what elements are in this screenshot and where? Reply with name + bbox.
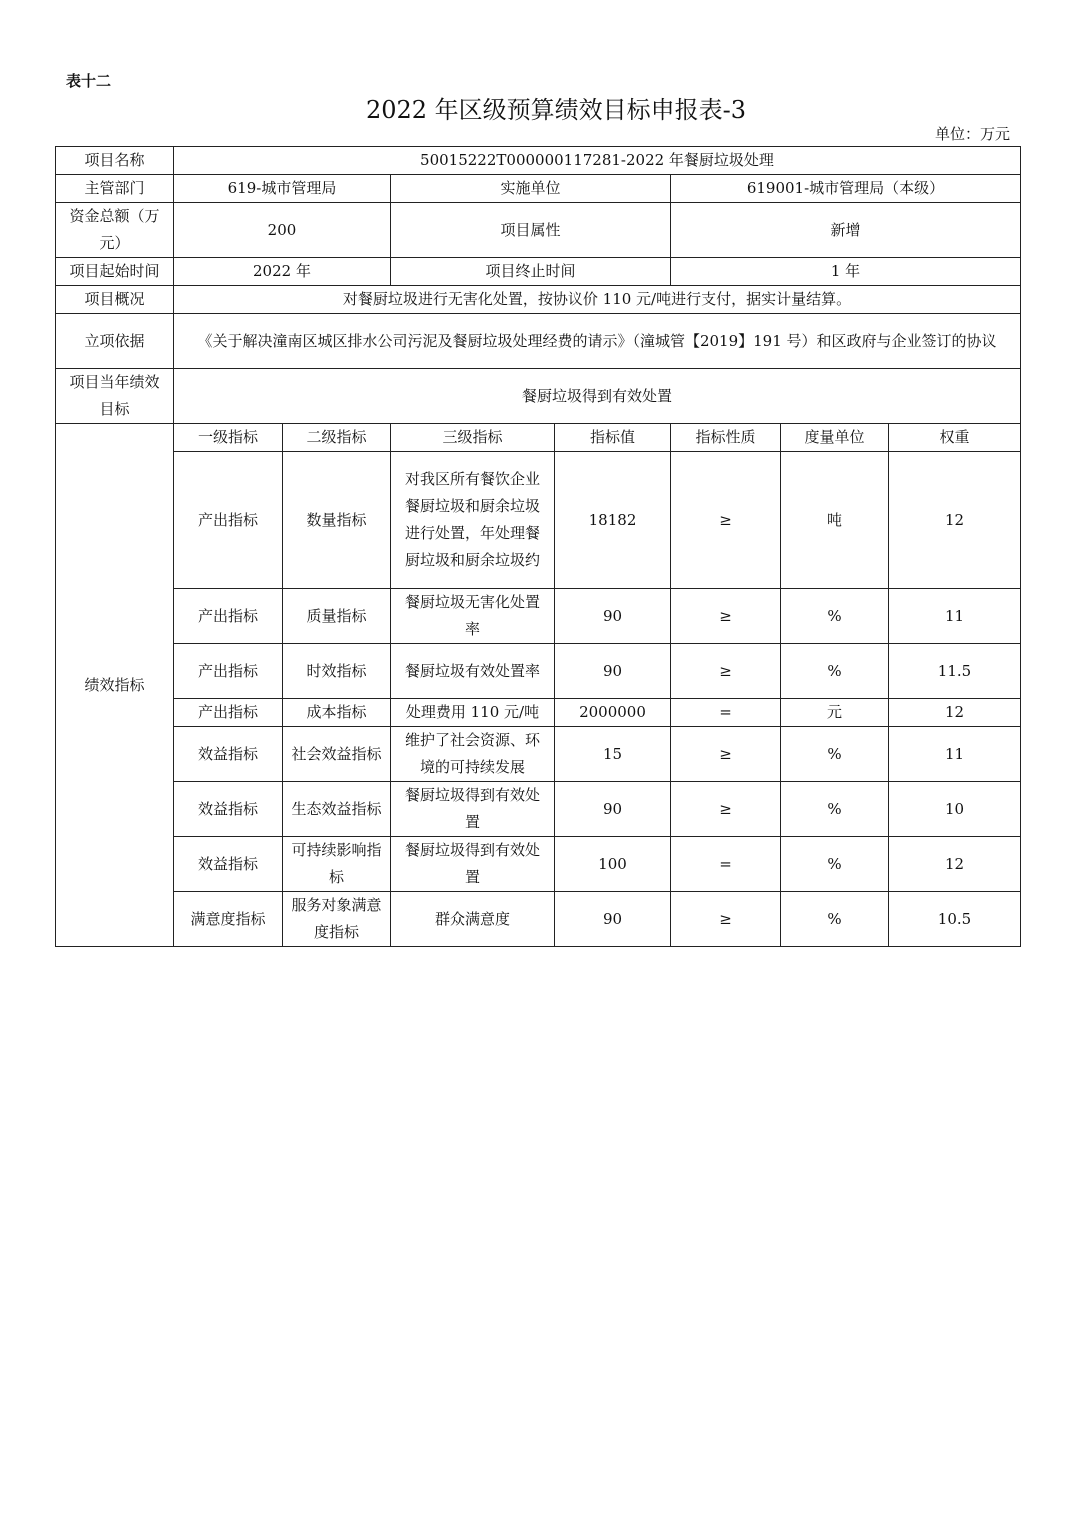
goal-label: 项目当年绩效目标 — [56, 369, 174, 424]
indicator-row — [56, 892, 1021, 947]
indicator-row — [56, 782, 1021, 837]
level2-cell: 时效指标 — [283, 644, 391, 699]
level1-cell: 产出指标 — [174, 589, 283, 644]
weight-cell: 10.5 — [889, 892, 1021, 947]
level1-cell: 产出指标 — [174, 644, 283, 699]
header-nature: 指标性质 — [671, 424, 781, 452]
end-value: 1 年 — [671, 258, 1021, 286]
row-goal — [56, 369, 1021, 424]
nature-cell: ≥ — [671, 589, 781, 644]
nature-cell: ≥ — [671, 452, 781, 589]
header-value: 指标值 — [555, 424, 671, 452]
attr-label: 项目属性 — [391, 203, 671, 258]
level2-cell: 生态效益指标 — [283, 782, 391, 837]
project-name-label: 项目名称 — [56, 147, 174, 175]
overview-value: 对餐厨垃圾进行无害化处置，按协议价 110 元/吨进行支付，据实计量结算。 — [174, 286, 1021, 314]
level2-cell: 数量指标 — [283, 452, 391, 589]
funds-value: 200 — [174, 203, 391, 258]
header-unit: 度量单位 — [781, 424, 889, 452]
level3-cell: 对我区所有餐饮企业餐厨垃圾和厨余垃圾进行处置，年处理餐厨垃圾和厨余垃圾约 — [391, 452, 555, 589]
level3-cell: 维护了社会资源、环境的可持续发展 — [391, 727, 555, 782]
row-funds — [56, 203, 1021, 258]
impl-label: 实施单位 — [391, 175, 671, 203]
weight-cell: 11.5 — [889, 644, 1021, 699]
header-level2: 二级指标 — [283, 424, 391, 452]
level3-cell: 餐厨垃圾得到有效处置 — [391, 837, 555, 892]
nature-cell: ≥ — [671, 644, 781, 699]
indicator-row — [56, 452, 1021, 589]
level1-cell: 效益指标 — [174, 837, 283, 892]
indicator-row — [56, 644, 1021, 699]
header-level1: 一级指标 — [174, 424, 283, 452]
nature-cell: = — [671, 699, 781, 727]
unit-cell: % — [781, 644, 889, 699]
value-cell: 15 — [555, 727, 671, 782]
unit-cell: % — [781, 837, 889, 892]
end-label: 项目终止时间 — [391, 258, 671, 286]
goal-value: 餐厨垃圾得到有效处置 — [174, 369, 1021, 424]
funds-label: 资金总额（万元） — [56, 203, 174, 258]
value-cell: 90 — [555, 644, 671, 699]
indicator-row — [56, 837, 1021, 892]
indicator-row — [56, 589, 1021, 644]
nature-cell: ≥ — [671, 892, 781, 947]
weight-cell: 11 — [889, 727, 1021, 782]
start-value: 2022 年 — [174, 258, 391, 286]
unit-cell: 元 — [781, 699, 889, 727]
level1-cell: 满意度指标 — [174, 892, 283, 947]
unit-cell: 吨 — [781, 452, 889, 589]
overview-label: 项目概况 — [56, 286, 174, 314]
indicator-row — [56, 727, 1021, 782]
unit-cell: % — [781, 727, 889, 782]
indicator-header-row — [56, 424, 1021, 452]
header-weight: 权重 — [889, 424, 1021, 452]
start-label: 项目起始时间 — [56, 258, 174, 286]
level1-cell: 效益指标 — [174, 782, 283, 837]
weight-cell: 11 — [889, 589, 1021, 644]
value-cell: 90 — [555, 892, 671, 947]
header-level3: 三级指标 — [391, 424, 555, 452]
nature-cell: ≥ — [671, 782, 781, 837]
basis-label: 立项依据 — [56, 314, 174, 369]
table-number: 表十二 — [66, 72, 112, 90]
level2-cell: 服务对象满意度指标 — [283, 892, 391, 947]
level2-cell: 质量指标 — [283, 589, 391, 644]
value-cell: 2000000 — [555, 699, 671, 727]
unit-cell: % — [781, 782, 889, 837]
level3-cell: 餐厨垃圾无害化处置率 — [391, 589, 555, 644]
indicator-section-label: 绩效指标 — [56, 424, 174, 947]
project-name-value: 50015222T000000117281-2022 年餐厨垃圾处理 — [174, 147, 1021, 175]
row-basis — [56, 314, 1021, 369]
level3-cell: 群众满意度 — [391, 892, 555, 947]
basis-value: 《关于解决潼南区城区排水公司污泥及餐厨垃圾处理经费的请示》（潼城管【2019】191 号）和区政府与企业签订的协议 — [174, 314, 1021, 369]
level3-cell: 餐厨垃圾得到有效处置 — [391, 782, 555, 837]
level2-cell: 社会效益指标 — [283, 727, 391, 782]
weight-cell: 12 — [889, 699, 1021, 727]
level1-cell: 效益指标 — [174, 727, 283, 782]
row-overview — [56, 286, 1021, 314]
nature-cell: ≥ — [671, 727, 781, 782]
level1-cell: 产出指标 — [174, 699, 283, 727]
value-cell: 90 — [555, 782, 671, 837]
level3-cell: 处理费用 110 元/吨 — [391, 699, 555, 727]
nature-cell: = — [671, 837, 781, 892]
impl-value: 619001-城市管理局（本级） — [671, 175, 1021, 203]
unit-cell: % — [781, 589, 889, 644]
weight-cell: 12 — [889, 837, 1021, 892]
dept-value: 619-城市管理局 — [174, 175, 391, 203]
value-cell: 100 — [555, 837, 671, 892]
value-cell: 90 — [555, 589, 671, 644]
dept-label: 主管部门 — [56, 175, 174, 203]
level1-cell: 产出指标 — [174, 452, 283, 589]
indicator-row — [56, 699, 1021, 727]
weight-cell: 10 — [889, 782, 1021, 837]
row-project-name — [56, 147, 1021, 175]
row-period — [56, 258, 1021, 286]
document-title: 2022 年区级预算绩效目标申报表-3 — [365, 96, 747, 124]
budget-performance-table — [55, 146, 1021, 947]
row-department — [56, 175, 1021, 203]
attr-value: 新增 — [671, 203, 1021, 258]
unit-cell: % — [781, 892, 889, 947]
weight-cell: 12 — [889, 452, 1021, 589]
unit-label: 单位：万元 — [934, 125, 1010, 143]
level3-cell: 餐厨垃圾有效处置率 — [391, 644, 555, 699]
level2-cell: 可持续影响指标 — [283, 837, 391, 892]
value-cell: 18182 — [555, 452, 671, 589]
level2-cell: 成本指标 — [283, 699, 391, 727]
